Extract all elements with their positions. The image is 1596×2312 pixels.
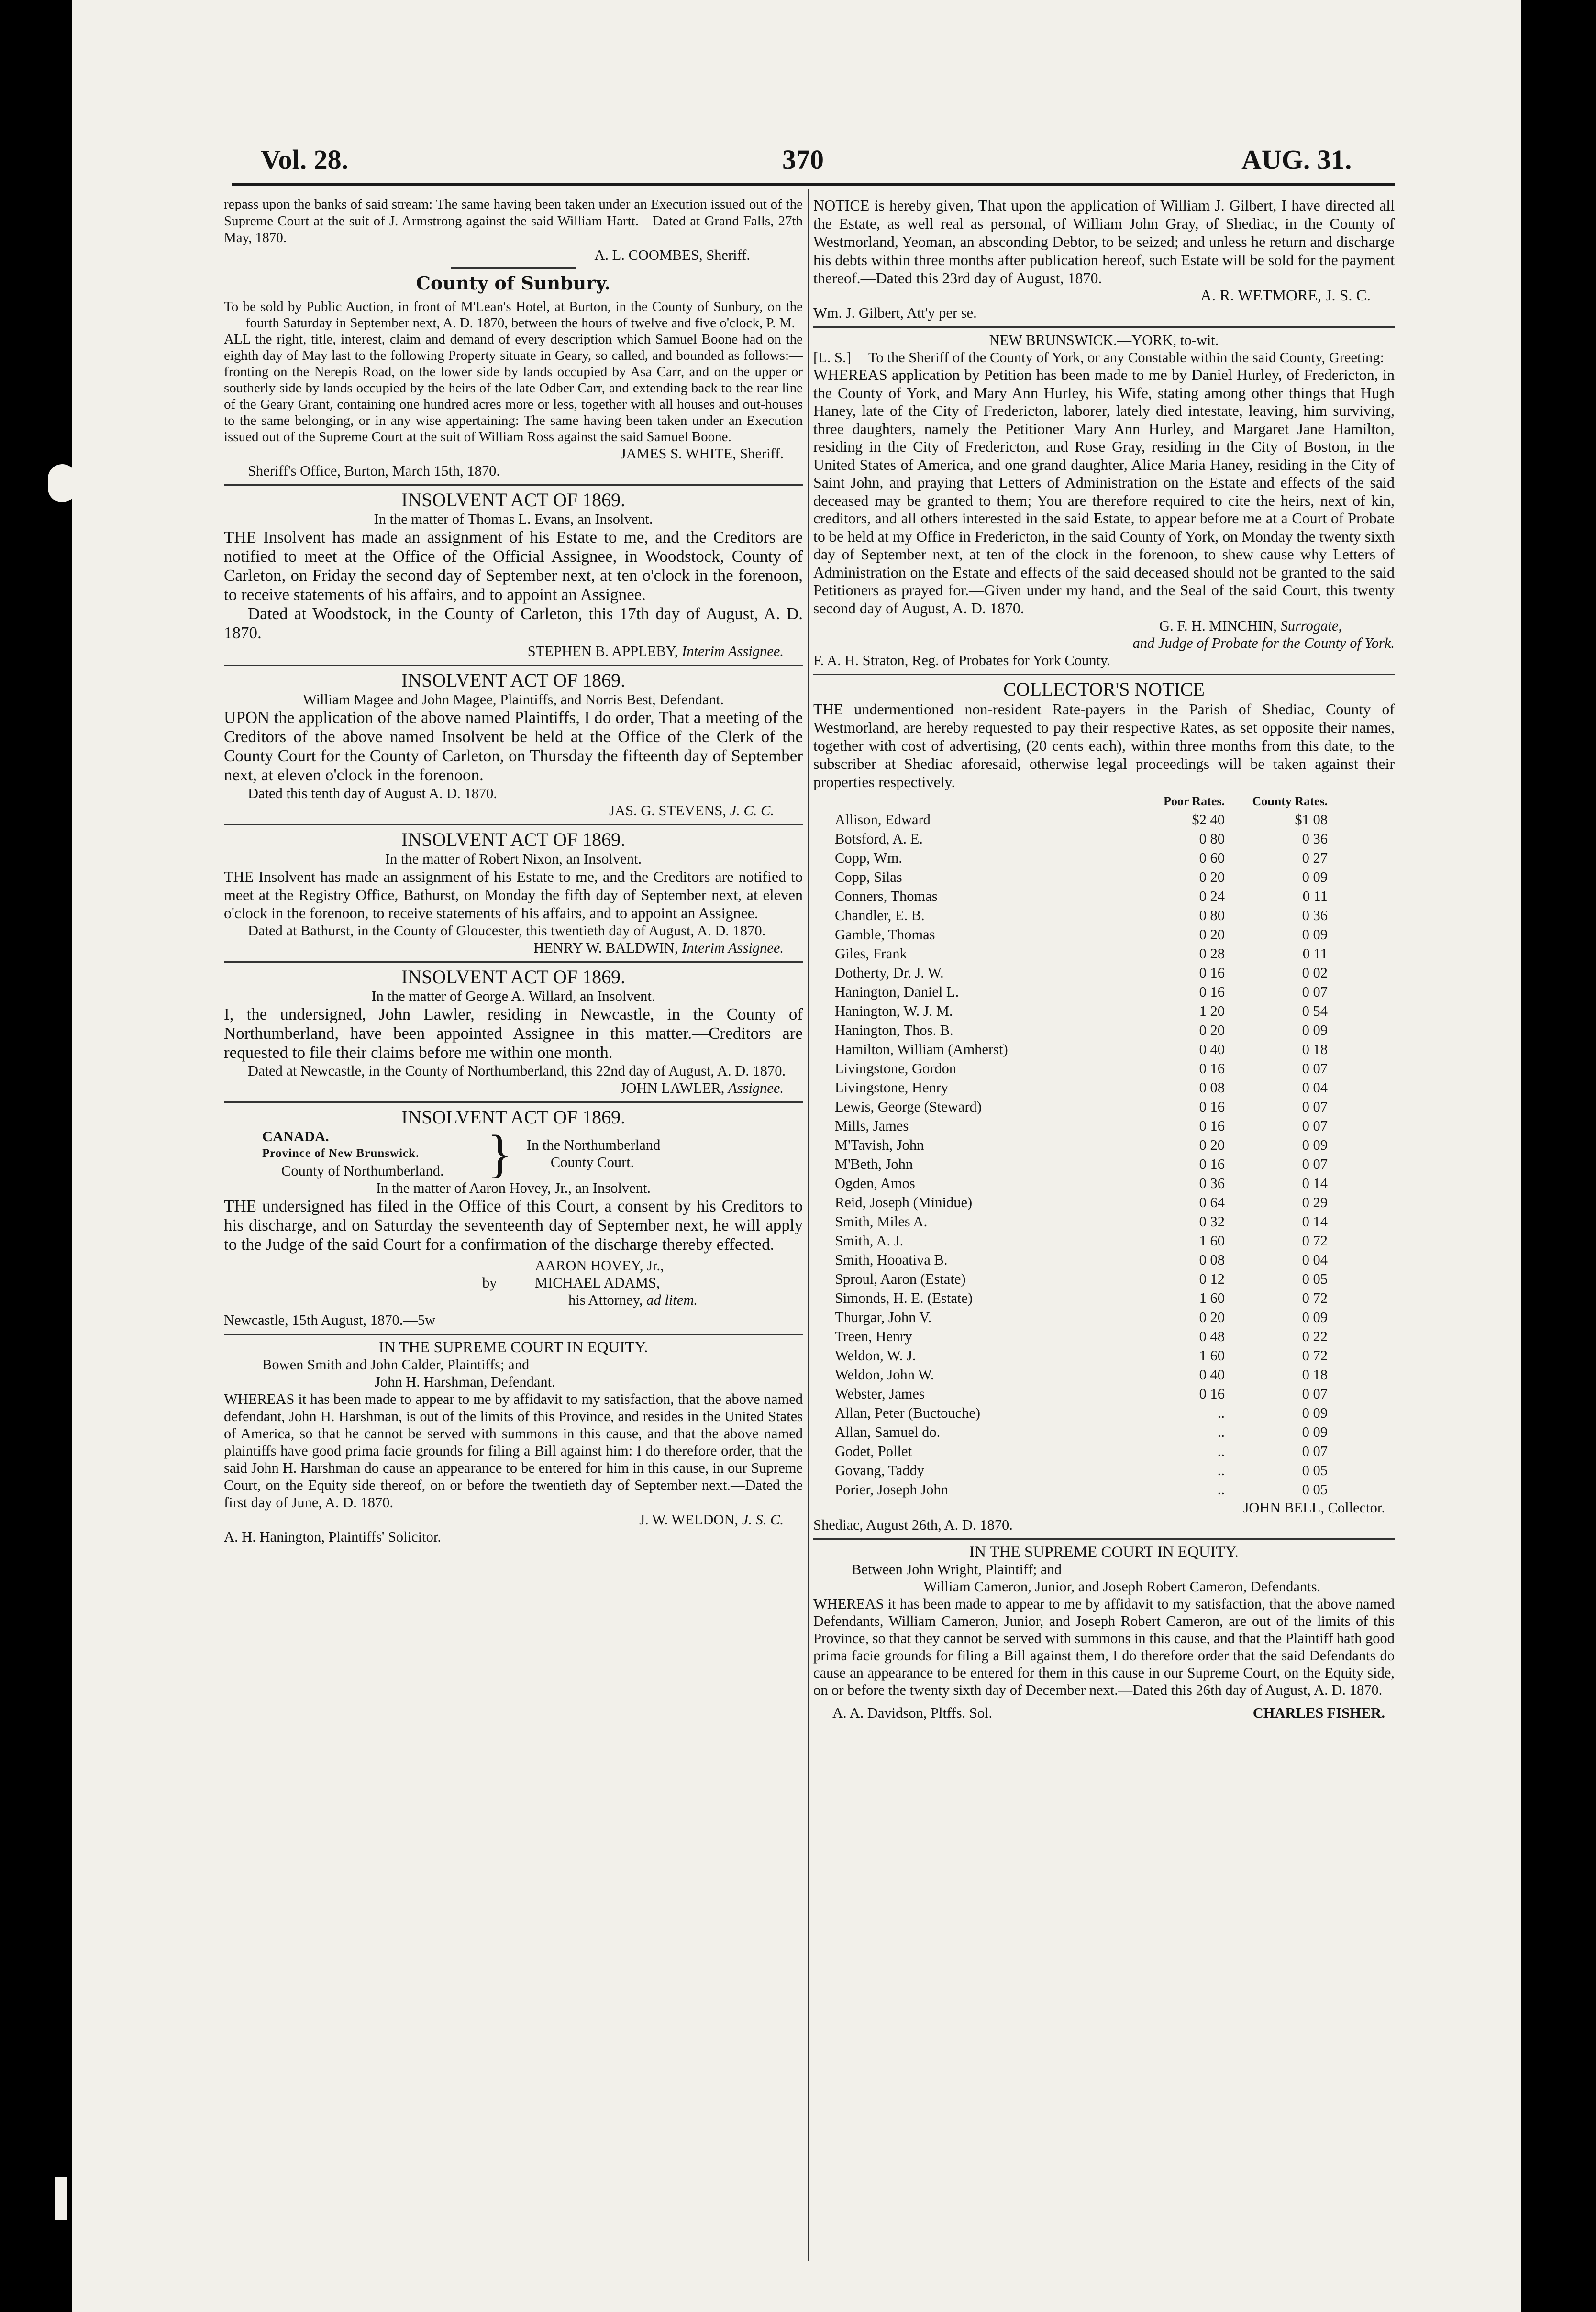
county-rate: 0 14 (1302, 1213, 1328, 1230)
header-rule (232, 183, 1395, 186)
judge-title: and Judge of Probate for the County of York. (1132, 635, 1395, 651)
poor-rate: .. (1217, 1462, 1225, 1478)
ratepayer-name: Gamble, Thomas (835, 926, 935, 943)
rate-row (813, 1308, 1395, 1327)
insolvent-signature-1 (224, 643, 784, 660)
header-page-number: 370 (782, 144, 824, 175)
ratepayer-name: Weldon, John W. (835, 1367, 934, 1383)
county-rate: 0 29 (1302, 1194, 1328, 1211)
insolvent-act-title-3: INSOLVENT ACT OF 1869. (401, 829, 626, 850)
ratepayer-name: Allan, Samuel do. (835, 1424, 941, 1440)
insolvent-matter-4: In the matter of George A. Willard, an Insolvent. (371, 988, 655, 1004)
county-rate: 0 72 (1302, 1233, 1328, 1249)
poor-rate: 0 20 (1199, 1309, 1225, 1325)
rate-row (813, 944, 1395, 963)
county-rate: 0 09 (1302, 869, 1328, 885)
rates-header (813, 793, 1395, 810)
sheriff-sale-continuation: repass upon the banks of said stream: The same having been taken under an Execution issued out of the Supreme Court at the suit of J. Armstrong against the said William Hartt.—Dated at Grand Falls, 27th May, 1870. (224, 197, 803, 245)
signature-adams (482, 1274, 803, 1291)
ratepayer-name: Lewis, George (Steward) (835, 1099, 982, 1115)
poor-rate: 0 60 (1199, 850, 1225, 866)
poor-rate: .. (1217, 1481, 1225, 1498)
rate-row (813, 1059, 1395, 1078)
rate-row (813, 906, 1395, 925)
signature-attorney (482, 1291, 803, 1309)
county-rate: 0 36 (1302, 831, 1328, 847)
county-rate: 0 27 (1302, 850, 1328, 866)
poor-rate: 0 20 (1199, 1022, 1225, 1038)
county-rate: 0 09 (1302, 1022, 1328, 1038)
poor-rate: 0 28 (1199, 945, 1225, 962)
ratepayer-name: Webster, James (835, 1386, 925, 1402)
poor-rate: 0 16 (1199, 1118, 1225, 1134)
equity-parties-1a: Bowen Smith and John Calder, Plaintiffs; and (262, 1356, 530, 1373)
insolvent-dated-3: Dated at Bathurst, in the County of Gloucester, this twentieth day of August, A. D. 1870. (248, 923, 766, 939)
county-rate: 0 22 (1302, 1328, 1328, 1345)
poor-rate: 0 48 (1199, 1328, 1225, 1345)
county-rate: 0 05 (1302, 1462, 1328, 1478)
county-rate: 0 09 (1302, 1137, 1328, 1153)
county-rate: 0 18 (1302, 1367, 1328, 1383)
ratepayer-name: Thurgar, John V. (835, 1309, 932, 1325)
rate-row (813, 848, 1395, 867)
signature-name: STEPHEN B. APPLEBY, (527, 643, 678, 659)
county-rate: 0 07 (1302, 984, 1328, 1000)
rate-row (813, 1365, 1395, 1384)
header-date: AUG. 31. (1241, 144, 1352, 175)
equity-title-1: IN THE SUPREME COURT IN EQUITY. (378, 1339, 648, 1356)
county-rate: 0 54 (1302, 1003, 1328, 1019)
insolvent-body-4: I, the undersigned, John Lawler, residing in Newcastle, in the County of Northumberland, have been appointed Assignee in this matter.—Creditors are requested to file their claims before me within one month. (224, 1005, 803, 1062)
rate-row (813, 1001, 1395, 1021)
poor-rate: 0 40 (1199, 1367, 1225, 1383)
ratepayer-name: Allison, Edward (835, 811, 931, 828)
rate-row (813, 810, 1395, 829)
by-label: by (482, 1275, 497, 1291)
rate-row (813, 1269, 1395, 1289)
rate-row (813, 1403, 1395, 1423)
poor-rate: 0 08 (1199, 1079, 1225, 1096)
rate-row (813, 1480, 1395, 1499)
signature-title: Assignee. (728, 1080, 784, 1096)
insolvent-parties-2: William Magee and John Magee, Plaintiffs, and Norris Best, Defendant. (303, 691, 724, 708)
poor-rate: 0 16 (1199, 1099, 1225, 1115)
rate-row (813, 1423, 1395, 1442)
rates-table (813, 810, 1395, 1499)
rate-row (813, 1040, 1395, 1059)
rate-row (813, 1250, 1395, 1269)
signature-title: Interim Assignee. (682, 940, 784, 956)
county-rate: $1 08 (1295, 811, 1328, 828)
rate-row (813, 1231, 1395, 1250)
sheriff-white-signature: JAMES S. WHITE, Sheriff. (620, 445, 784, 462)
attorney-label: his Attorney, (568, 1292, 643, 1308)
ratepayer-name: Hamilton, William (Amherst) (835, 1041, 1008, 1057)
rate-row (813, 1193, 1395, 1212)
poor-rate: 1 60 (1199, 1290, 1225, 1306)
ratepayer-name: Livingstone, Henry (835, 1079, 949, 1096)
county-rate: 0 07 (1302, 1060, 1328, 1077)
ratepayer-name: Allan, Peter (Buctouche) (835, 1405, 981, 1421)
signature-hovey: AARON HOVEY, Jr., (535, 1257, 664, 1274)
insolvent-act-title-2: INSOLVENT ACT OF 1869. (401, 669, 626, 691)
binding-tab-bottom (55, 2177, 67, 2220)
equity-parties-1b: John H. Harshman, Defendant. (375, 1374, 555, 1390)
equity-signature-1 (224, 1511, 784, 1528)
poor-rate: 0 24 (1199, 888, 1225, 904)
header-volume: Vol. 28. (261, 144, 349, 175)
insolvent-body-5: THE undersigned has filed in the Office of this Court, a consent by his Creditors to his discharge, and on Saturday the seventeenth day of September next, he will apply to the Judge of the said Court for a confirmation of the discharge thereby effected. (224, 1197, 803, 1254)
ratepayer-name: Giles, Frank (835, 945, 907, 962)
signature-title: J. S. C. (742, 1512, 784, 1528)
poor-rate: 0 40 (1199, 1041, 1225, 1057)
signature-title: J. C. C. (730, 802, 774, 819)
poor-rate: 0 20 (1199, 926, 1225, 943)
poor-rate: 0 80 (1199, 831, 1225, 847)
equity-body-2: WHEREAS it has been made to appear to me by affidavit to my satisfaction, that the above named Defendants, William Cameron, Junior, and Joseph Robert Cameron, are out of the limits of this Province, so that they cannot be served with summons in this cause, and that the Plaintiff hath good prima facie grounds for filing a Bill against them, I do therefore order that the said Defendants do cause an appearance to be entered for them in this cause in our Supreme Court, on the Equity side, on or before the twenty sixth day of December next.—Dated this 26th day of August, A. D. 1870. (813, 1596, 1395, 1698)
poor-rate: .. (1217, 1443, 1225, 1459)
poor-rate: .. (1217, 1424, 1225, 1440)
divider (224, 665, 803, 666)
collector-signature: JOHN BELL, Collector. (1243, 1500, 1385, 1516)
poor-rate: 0 16 (1199, 1156, 1225, 1172)
court-caption (262, 1124, 803, 1183)
county-rate: 0 05 (1302, 1271, 1328, 1287)
right-column (813, 196, 1395, 1722)
rate-row (813, 1461, 1395, 1480)
ratepayer-name: Reid, Joseph (Minidue) (835, 1194, 973, 1211)
nb-york-title: NEW BRUNSWICK.—YORK, to-wit. (989, 332, 1219, 348)
poor-rate: 1 20 (1199, 1003, 1225, 1019)
davidson-solicitor: A. A. Davidson, Pltffs. Sol. (832, 1705, 993, 1721)
ratepayer-name: Copp, Silas (835, 869, 902, 885)
county-rate: 0 05 (1302, 1481, 1328, 1498)
caption-right (512, 1136, 661, 1171)
signature-name: G. F. H. MINCHIN, (1159, 618, 1277, 634)
rate-row (813, 1097, 1395, 1116)
county-rate: 0 14 (1302, 1175, 1328, 1191)
ratepayer-name: Porier, Joseph John (835, 1481, 948, 1498)
insolvent-matter-5: In the matter of Aaron Hovey, Jr., an Insolvent. (376, 1180, 651, 1196)
poor-rate: 1 60 (1199, 1347, 1225, 1364)
divider (224, 1101, 803, 1103)
sunbury-sale-body: ALL the right, title, interest, claim and demand of every description which Samuel Boone had on the eighth day of May last to the following Property situate in Geary, so called, and bounded as follows:—fronting on the Nerepis Road, on the lower side by lands occupied by Asa Carr, and on the upper or southerly side by lands occupied by the heirs of the late Odber Carr, and extending back to the rear line of the Geary Grant, containing one hundred acres more or less, together with all houses and out-houses to the same belonging, or in any wise appertaining: The same having been taken under an Execution issued out of the Supreme Court at the suit of William Ross against the said Samuel Boone. (224, 332, 803, 445)
fisher-signature: CHARLES FISHER. (1252, 1705, 1385, 1721)
rate-row (813, 829, 1395, 848)
attorney-latin: ad litem. (646, 1292, 698, 1308)
sunbury-heading: County of Sunbury. (416, 272, 611, 294)
county-rate: 0 36 (1302, 907, 1328, 923)
insolvent-signature-3 (224, 939, 784, 956)
poor-rate: .. (1217, 1405, 1225, 1421)
county-rate: 0 11 (1302, 945, 1328, 962)
rate-row (813, 867, 1395, 887)
ratepayer-name: Treen, Henry (835, 1328, 912, 1345)
rate-row (813, 1135, 1395, 1155)
rate-row (813, 1116, 1395, 1135)
ratepayer-name: Godet, Pollet (835, 1443, 912, 1459)
county-rate: 0 04 (1302, 1252, 1328, 1268)
hovey-signatures (482, 1257, 803, 1309)
caption-province: Province of New Brunswick. (262, 1147, 420, 1160)
brace-glyph: } (487, 1124, 512, 1183)
county-rate: 0 09 (1302, 1309, 1328, 1325)
poor-rates-header: Poor Rates. (1163, 794, 1225, 808)
divider (224, 961, 803, 963)
insolvent-body-1: THE Insolvent has made an assignment of his Estate to me, and the Creditors are notified to meet at the Office of the Official Assignee, in Woodstock, County of Carleton, on Friday the second day of September next, at ten o'clock in the forenoon, to receive statements of his affairs, and to appoint an Assignee. (224, 528, 803, 604)
poor-rate: 0 16 (1199, 965, 1225, 981)
registrar-line: F. A. H. Straton, Reg. of Probates for York County. (813, 652, 1110, 668)
sheriff-coombes-signature: A. L. COOMBES, Sheriff. (594, 247, 750, 263)
ratepayer-name: Ogden, Amos (835, 1175, 915, 1191)
county-rate: 0 09 (1302, 926, 1328, 943)
wetmore-signature: A. R. WETMORE, J. S. C. (1200, 287, 1371, 304)
ratepayer-name: Sproul, Aaron (Estate) (835, 1271, 966, 1287)
rate-row (813, 1212, 1395, 1231)
insolvent-matter-3: In the matter of Robert Nixon, an Insolvent. (385, 851, 642, 867)
signature-title: Interim Assignee. (682, 643, 784, 659)
ratepayer-name: M'Tavish, John (835, 1137, 924, 1153)
newcastle-date: Newcastle, 15th August, 1870.—5w (224, 1312, 436, 1328)
signature-name: HENRY W. BALDWIN, (533, 940, 678, 956)
insolvent-dated-1: Dated at Woodstock, in the County of Carleton, this 17th day of August, A. D. 1870. (224, 604, 803, 642)
caption-county: County of Northumberland. (281, 1163, 444, 1179)
divider (813, 326, 1395, 328)
county-rate: 0 09 (1302, 1405, 1328, 1421)
judge-of-probate (813, 634, 1395, 652)
poor-rate: 0 64 (1199, 1194, 1225, 1211)
nb-greeting: To the Sheriff of the County of York, or any Constable within the said County, Greeting: (868, 349, 1384, 366)
sunbury-sale-intro: To be sold by Public Auction, in front of M'Lean's Hotel, at Burton, in the County of Sunbury, on the fourth Saturday in September next, A. D. 1870, between the hours of twelve and five o'clock, P. M. (224, 299, 803, 331)
poor-rate: 0 12 (1199, 1271, 1225, 1287)
rate-row (813, 1174, 1395, 1193)
county-rate: 0 18 (1302, 1041, 1328, 1057)
insolvent-body-3: THE Insolvent has made an assignment of his Estate to me, and the Creditors are notified to meet at the Registry Office, Bathurst, on Monday the fifth day of September next, at eleven o'clock in the forenoon, to receive statements of his affairs, and to appoint an Assignee. (224, 868, 803, 922)
county-rate: 0 07 (1302, 1386, 1328, 1402)
poor-rate: 0 36 (1199, 1175, 1225, 1191)
county-rate: 0 07 (1302, 1443, 1328, 1459)
insolvent-signature-4 (224, 1079, 784, 1097)
rate-row (813, 1442, 1395, 1461)
insolvent-dated-4: Dated at Newcastle, in the County of Northumberland, this 22nd day of August, A. D. 1870. (248, 1063, 786, 1079)
insolvent-matter-1: In the matter of Thomas L. Evans, an Insolvent. (374, 511, 653, 527)
insolvent-act-title-1: INSOLVENT ACT OF 1869. (401, 489, 626, 511)
rate-row (813, 982, 1395, 1001)
rates-header-spacer (813, 793, 1139, 810)
ratepayer-name: M'Beth, John (835, 1156, 913, 1172)
collector-date: Shediac, August 26th, A. D. 1870. (813, 1517, 1013, 1533)
divider (813, 674, 1395, 675)
rate-row (813, 1289, 1395, 1308)
divider (813, 1538, 1395, 1540)
ratepayer-name: Hanington, Daniel L. (835, 984, 959, 1000)
column-divider (808, 189, 809, 2261)
poor-rate: 0 16 (1199, 1386, 1225, 1402)
divider (451, 267, 576, 269)
county-rate: 0 72 (1302, 1290, 1328, 1306)
ratepayer-name: Smith, Hooativa B. (835, 1252, 948, 1268)
signature-name: JAS. G. STEVENS, (609, 802, 727, 819)
equity-title-2: IN THE SUPREME COURT IN EQUITY. (969, 1544, 1239, 1561)
adams-name: MICHAEL ADAMS, (535, 1275, 660, 1291)
ratepayer-name: Chandler, E. B. (835, 907, 925, 923)
county-rate: 0 02 (1302, 965, 1328, 981)
caption-canada: CANADA. (262, 1128, 329, 1145)
poor-rate: 0 20 (1199, 1137, 1225, 1153)
equity-body-1: WHEREAS it has been made to appear to me by affidavit to my satisfaction, that the above named defendant, John H. Harshman, is out of the limits of this Province, and resides in the United States of America, so that he cannot be served with summons in this cause, and that the above named plaintiffs have good prima facie grounds for filing a Bill against him: I do therefore order, that the said John H. Harshman do cause an appearance to be entered for him in this cause, in our Supreme Court, on the Equity side thereof, on or before the twentieth day of September next.—Dated the first day of June, A. D. 1870. (224, 1391, 803, 1511)
ratepayer-name: Hanington, Thos. B. (835, 1022, 953, 1038)
rate-row (813, 1346, 1395, 1365)
ratepayer-name: Mills, James (835, 1118, 909, 1134)
county-rate: 0 04 (1302, 1079, 1328, 1096)
collectors-notice-body: THE undermentioned non-resident Rate-payers in the Parish of Shediac, County of Westmorland, are hereby requested to pay their respective Rates, as set opposite their names, together with cost of advertising, (20 cents each), within three months from this date, to the subscriber at Shediac aforesaid, otherwise legal proceedings will be taken against their properties respectively. (813, 700, 1395, 790)
ratepayer-name: Conners, Thomas (835, 888, 938, 904)
absconding-debtor-notice: NOTICE is hereby given, That upon the application of William J. Gilbert, I have directed all the Estate, as well real as personal, of William John Gray, of Shediac, in the County of Westmorland, Yeoman, an absconding Debtor, to be seized; and unless he return and discharge his debts within three months after publication hereof, such Estate will be sold for the payment thereof.—Dated this 23rd day of August, 1870. (813, 197, 1395, 287)
rate-row (813, 1327, 1395, 1346)
ratepayer-name: Weldon, W. J. (835, 1347, 916, 1364)
county-rates-header: County Rates. (1252, 794, 1328, 808)
seal-mark: [L. S.] (813, 349, 851, 366)
signature-name: J. W. WELDON, (639, 1512, 739, 1528)
rate-row (813, 1078, 1395, 1097)
poor-rate: 0 08 (1199, 1252, 1225, 1268)
ratepayer-name: Smith, Miles A. (835, 1213, 928, 1230)
ratepayer-name: Dotherty, Dr. J. W. (835, 965, 944, 981)
rate-row (813, 1384, 1395, 1403)
ratepayer-name: Smith, A. J. (835, 1233, 904, 1249)
signature-title: Surrogate, (1280, 618, 1342, 634)
divider (224, 1334, 803, 1335)
caption-court-1: In the Northumberland (526, 1137, 661, 1153)
divider (224, 484, 803, 486)
plaintiffs-solicitor: A. H. Hanington, Plaintiffs' Solicitor. (224, 1529, 441, 1545)
insolvent-dated-2: Dated this tenth day of August A. D. 1870. (248, 785, 498, 801)
county-rate: 0 09 (1302, 1424, 1328, 1440)
ratepayer-name: Govang, Taddy (835, 1462, 925, 1478)
ratepayer-name: Hanington, W. J. M. (835, 1003, 953, 1019)
nb-seal-row (813, 349, 1395, 366)
insolvent-signature-2 (224, 802, 774, 819)
ratepayer-name: Botsford, A. E. (835, 831, 923, 847)
caption-left (262, 1128, 487, 1179)
poor-rate: 1 60 (1199, 1233, 1225, 1249)
poor-rate: 0 80 (1199, 907, 1225, 923)
rate-row (813, 1155, 1395, 1174)
poor-rate: 0 16 (1199, 1060, 1225, 1077)
left-column (224, 196, 803, 1545)
minchin-signature (813, 617, 1342, 634)
divider (224, 824, 803, 825)
rate-row (813, 925, 1395, 944)
county-rate: 0 07 (1302, 1099, 1328, 1115)
county-rate: 0 11 (1302, 888, 1328, 904)
probate-citation-body: WHEREAS application by Petition has been made to me by Daniel Hurley, of Fredericton, in the County of York, and Mary Ann Hurley, his Wife, stating among other things that Hugh Haney, late of the City of Fredericton, laborer, lately died intestate, leaving, him surviving, three daughters, namely the Petitioner Mary Ann Hurley, and Margaret Jane Hamilton, residing in the City of Fredericton, and Rose Gray, residing in the City of Boston, in the United States of America, and one grand daughter, Alice Maria Haney, residing in the City of Saint John, and praying that Letters of Administration on the Estate and effects of the said deceased may be granted to them; You are therefore required to cite the heirs, next of kin, creditors, and all others interested in the said Estate, to appear before me at a Court of Probate to be held at my Office in Fredericton, in the said County of York, on Monday the twenty sixth day of September next, at ten of the clock in the forenoon, to shew cause why Letters of Administration on the Estate and effects of the said deceased should not be granted to the said Petitioners as prayed for.—Given under my hand, and the Seal of the said Court, this twenty second day of August, A. D. 1870. (813, 366, 1395, 617)
poor-rate: 0 16 (1199, 984, 1225, 1000)
poor-rate: 0 20 (1199, 869, 1225, 885)
gilbert-attorney: Wm. J. Gilbert, Att'y per se. (813, 305, 977, 321)
ratepayer-name: Livingstone, Gordon (835, 1060, 957, 1077)
signature-name: JOHN LAWLER, (620, 1080, 725, 1096)
county-rate: 0 72 (1302, 1347, 1328, 1364)
collectors-notice-title: COLLECTOR'S NOTICE (1003, 678, 1205, 700)
ratepayer-name: Simonds, H. E. (Estate) (835, 1290, 973, 1306)
equity-parties-2a: Between John Wright, Plaintiff; and (852, 1561, 1062, 1578)
equity-signatures-2 (813, 1704, 1395, 1722)
caption-court-2: County Court. (550, 1154, 634, 1170)
rate-row (813, 1021, 1395, 1040)
insolvent-body-2: UPON the application of the above named Plaintiffs, I do order, That a meeting of the Creditors of the above named Insolvent be held at the Office of the Clerk of the County Court for the County of Carleton, on Thursday the fifteenth day of September next, at eleven o'clock in the forenoon. (224, 708, 803, 784)
poor-rate: 0 32 (1199, 1213, 1225, 1230)
rate-row (813, 887, 1395, 906)
poor-rate: $2 40 (1192, 811, 1225, 828)
insolvent-act-title-4: INSOLVENT ACT OF 1869. (401, 966, 626, 988)
ratepayer-name: Copp, Wm. (835, 850, 902, 866)
equity-parties-2b: William Cameron, Junior, and Joseph Robert Cameron, Defendants. (923, 1578, 1321, 1595)
rate-row (813, 963, 1395, 982)
county-rate: 0 07 (1302, 1156, 1328, 1172)
county-rate: 0 07 (1302, 1118, 1328, 1134)
sheriff-office-date: Sheriff's Office, Burton, March 15th, 1870. (248, 463, 500, 479)
insolvent-act-title-5: INSOLVENT ACT OF 1869. (401, 1106, 626, 1128)
